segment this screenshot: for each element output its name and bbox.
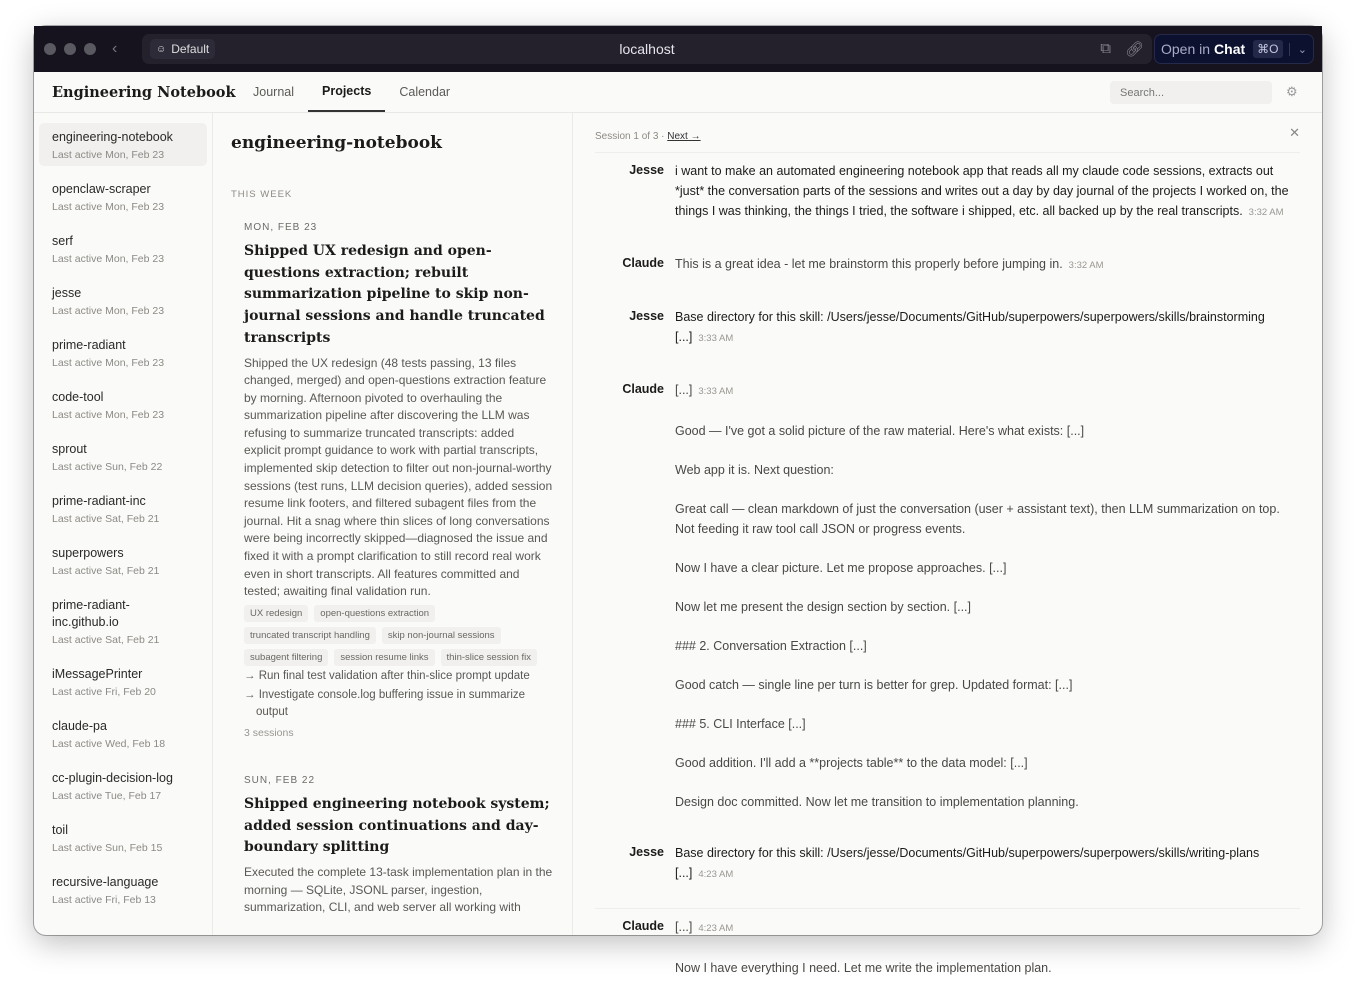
tag[interactable]: UX redesign <box>244 605 308 622</box>
entry-headline: Shipped UX redesign and open-questions extraction; rebuilt summarization pipeline to skip non-journal sessions and handle truncated transcripts <box>244 243 545 346</box>
speaker-label: Claude <box>622 256 664 270</box>
message <box>675 753 1300 773</box>
transcript-turn <box>595 299 1300 372</box>
profile-label: Default <box>171 42 210 56</box>
transcript-turn <box>595 372 1300 835</box>
message <box>675 597 1300 617</box>
tab-journal[interactable]: Journal <box>253 85 294 99</box>
timestamp: 3:33 AM <box>698 386 734 397</box>
transcript-turn <box>595 835 1300 908</box>
message <box>675 161 1300 223</box>
smiley-icon: ☺ <box>156 43 167 55</box>
open-in-label: Open in <box>1161 41 1211 57</box>
message <box>675 499 1300 539</box>
project-journal <box>213 113 573 935</box>
project-name: cc-plugin-decision-log <box>52 771 173 785</box>
sidebar-item-prime-radiant-inc[interactable] <box>39 487 207 530</box>
tab-calendar[interactable]: Calendar <box>399 85 451 99</box>
last-active-date: Last active Wed, Feb 18 <box>52 738 166 750</box>
message <box>675 714 1300 734</box>
last-active-date: Last active Sun, Feb 15 <box>52 842 163 854</box>
tag[interactable]: open-questions extraction <box>314 605 435 622</box>
profile-button[interactable] <box>150 39 215 59</box>
message-group <box>675 254 1300 295</box>
message-group <box>675 161 1300 242</box>
timestamp: 4:23 AM <box>698 923 734 934</box>
sidebar-item-prime-radiant[interactable] <box>39 331 207 374</box>
speaker-label: Claude <box>622 382 664 396</box>
chat-label: Chat <box>1214 41 1246 57</box>
open-question: → Investigate console.log buffering issue in summarize output <box>244 688 526 718</box>
last-active-date: Last active Fri, Feb 20 <box>52 686 156 698</box>
project-name: prime-radiant-inc.github.io <box>52 598 130 629</box>
project-name: jesse <box>52 286 82 300</box>
tag[interactable]: thin-slice session fix <box>441 649 537 666</box>
sidebar-item-openclaw-scraper[interactable] <box>39 175 207 218</box>
message-text: Great call — clean markdown of just the conversation (user + assistant text), then LLM summarization on top. Not feeding it raw tool call JSON or progress events. <box>675 502 1280 536</box>
chevron-down-icon[interactable]: ⌄ <box>1289 43 1307 56</box>
message-text: i want to make an automated engineering notebook app that reads all my claude code sessions, extracts out *just* the conversation parts of the sessions and writes out a day by day journal of the projects I worked on, the things I was thinking, the things I tried, the software i shipped, etc. all backed up by the real transcripts. <box>675 164 1289 218</box>
gear-icon[interactable]: ⚙ <box>1286 84 1298 99</box>
browser-window <box>34 26 1322 975</box>
message <box>675 307 1300 349</box>
project-name: iMessagePrinter <box>52 667 143 681</box>
project-name: openclaw-scraper <box>52 182 151 196</box>
message-group <box>675 307 1300 368</box>
message <box>675 460 1300 480</box>
sidebar-item-superpowers[interactable] <box>39 539 207 582</box>
project-name: prime-radiant <box>52 338 126 352</box>
message-text: This is a great idea - let me brainstorm this properly before jumping in. <box>675 257 1063 271</box>
message-text: [...] <box>675 383 693 397</box>
app-header <box>34 72 1322 113</box>
project-name: toil <box>52 823 68 837</box>
last-active-date: Last active Mon, Feb 23 <box>52 201 165 213</box>
message-text: ### 5. CLI Interface [...] <box>675 717 806 731</box>
message-group <box>675 917 1300 997</box>
last-active-date: Last active Sat, Feb 21 <box>52 513 160 525</box>
message-text: Now I have a clear picture. Let me propose approaches. [...] <box>675 561 1007 575</box>
transcript-turn <box>595 908 1300 1001</box>
minimize-window-button[interactable] <box>64 43 76 55</box>
last-active-date: Last active Sun, Feb 22 <box>52 461 163 473</box>
message <box>675 675 1300 695</box>
sidebar-item-imessageprinter[interactable] <box>39 660 207 703</box>
message <box>675 421 1300 441</box>
last-active-date: Last active Fri, Feb 13 <box>52 894 156 906</box>
project-name: claude-pa <box>52 719 107 733</box>
speaker-label: Jesse <box>629 309 664 323</box>
last-active-date: Last active Mon, Feb 23 <box>52 357 165 369</box>
project-list <box>34 113 213 935</box>
message <box>675 636 1300 656</box>
project-name: recursive-language <box>52 875 159 889</box>
message-text: Web app it is. Next question: <box>675 463 834 477</box>
sidebar-item-toil[interactable] <box>39 816 207 859</box>
project-name: prime-radiant-inc <box>52 494 146 508</box>
sidebar-item-code-tool[interactable] <box>39 383 207 426</box>
message <box>675 843 1300 885</box>
last-active-date: Last active Mon, Feb 23 <box>52 253 165 265</box>
journal-entry <box>231 222 554 739</box>
back-icon[interactable]: ‹ <box>112 40 118 57</box>
shortcut-badge: ⌘O <box>1253 40 1282 58</box>
message <box>675 958 1300 978</box>
message-text: [...] <box>675 920 693 934</box>
speaker-label: Jesse <box>629 163 664 177</box>
session-counter: Session 1 of 3 · <box>595 131 668 142</box>
entry-date: SUN, FEB 22 <box>244 774 316 786</box>
sidebar-item-cc-plugin-decision-log[interactable] <box>39 764 207 807</box>
address-bar[interactable] <box>142 34 1152 64</box>
timestamp: 3:32 AM <box>1068 260 1104 271</box>
tag-list <box>244 605 554 666</box>
session-nav <box>595 121 1300 153</box>
section-label: THIS WEEK <box>231 189 293 200</box>
url-text: localhost <box>619 41 675 57</box>
project-name: superpowers <box>52 546 124 560</box>
message <box>675 380 1300 402</box>
transcript-panel <box>573 113 1322 975</box>
sidebar-item-sprout[interactable] <box>39 435 207 478</box>
open-in-chat-button[interactable] <box>1154 34 1314 64</box>
sidebar-item-engineering-notebook[interactable] <box>39 123 207 166</box>
message-text: Good — I've got a solid picture of the raw material. Here's what exists: [...] <box>675 424 1085 438</box>
transcript-turn <box>595 246 1300 299</box>
speaker-label: Jesse <box>629 845 664 859</box>
message <box>675 792 1300 812</box>
app-title: Engineering Notebook <box>52 83 236 101</box>
timestamp: 4:23 AM <box>698 869 734 880</box>
message-group <box>675 380 1300 831</box>
message-text: Now I have everything I need. Let me write the implementation plan. <box>675 961 1052 975</box>
message-text: Good catch — single line per turn is better for grep. Updated format: [...] <box>675 678 1073 692</box>
open-question: → Run final test validation after thin-slice prompt update <box>244 669 530 682</box>
message <box>675 558 1300 578</box>
sidebar-item-jesse[interactable] <box>39 279 207 322</box>
timestamp: 3:32 AM <box>1248 207 1284 218</box>
journal-entry <box>231 775 554 917</box>
last-active-date: Last active Mon, Feb 23 <box>52 305 165 317</box>
next-session-link[interactable]: Next → <box>667 131 701 142</box>
project-title: engineering-notebook <box>231 133 442 153</box>
close-window-button[interactable] <box>44 43 56 55</box>
tag[interactable]: truncated transcript handling <box>244 627 376 644</box>
project-name: engineering-notebook <box>52 130 173 144</box>
timestamp: 3:33 AM <box>698 333 734 344</box>
sidebar-item-claude-pa[interactable] <box>39 712 207 755</box>
message-text: Base directory for this skill: /Users/jesse/Documents/GitHub/superpowers/superpowers/skills/writing-plans [...] <box>675 846 1260 880</box>
entry-summary: Shipped the UX redesign (48 tests passing, 13 files changed, merged) and open-questions extraction feature by morning. Afternoon pivoted to overhauling the summarization pipeline after discovering the LLM was refusing to summarize truncated transcripts: added explicit prompt guidance to work with partial transcripts, implemented skip detection to filter out non-journal-worthy sessions (test runs, LLM decision queries), added session resume link footers, and filtered subagent files from the journal. Hit a snag where thin slices of long conversations were being incorrectly skipped—diagnosed the issue and fixed it with a prompt clarification to still record real work even in short transcripts. All features committed and tested; awaiting final validation run. <box>244 355 553 599</box>
message <box>675 254 1300 276</box>
tab-projects[interactable]: Projects <box>308 72 385 112</box>
last-active-date: Last active Sat, Feb 21 <box>52 565 160 577</box>
message-group <box>675 843 1300 904</box>
message-text: Base directory for this skill: /Users/jesse/Documents/GitHub/superpowers/superpowers/skills/brainstorming [...] <box>675 310 1265 344</box>
last-active-date: Last active Sat, Feb 21 <box>52 634 160 646</box>
sidebar-item-recursive-language[interactable] <box>39 868 207 911</box>
maximize-window-button[interactable] <box>84 43 96 55</box>
last-active-date: Last active Mon, Feb 23 <box>52 409 165 421</box>
project-name: sprout <box>52 442 87 456</box>
last-active-date: Last active Tue, Feb 17 <box>52 790 162 802</box>
message-text: ### 2. Conversation Extraction [...] <box>675 639 867 653</box>
entry-date: MON, FEB 23 <box>244 222 318 233</box>
search-input[interactable] <box>1110 81 1272 104</box>
message <box>675 917 1300 939</box>
sidebar-item-serf[interactable] <box>39 227 207 270</box>
message-text: Now let me present the design section by section. [...] <box>675 600 971 614</box>
tag[interactable]: skip non-journal sessions <box>382 627 501 644</box>
session-count[interactable]: 3 sessions <box>244 726 294 739</box>
speaker-label: Claude <box>622 919 664 933</box>
title-bar <box>34 26 1322 72</box>
message-text: Design doc committed. Now let me transition to implementation planning. <box>675 795 1079 809</box>
message-text: Good addition. I'll add a **projects table** to the data model: [...] <box>675 756 1028 770</box>
last-active-date: Last active Mon, Feb 23 <box>52 149 165 161</box>
close-icon[interactable]: ✕ <box>1289 125 1300 140</box>
tag[interactable]: session resume links <box>334 649 434 666</box>
sidebar-item-prime-radiant-inc-github-io[interactable] <box>39 591 207 651</box>
entry-summary: Executed the complete 13-task implementation plan in the morning — SQLite, JSONL parser, ingestion, summarization, CLI, and web server all working with <box>244 864 553 915</box>
tag[interactable]: subagent filtering <box>244 649 328 666</box>
project-name: code-tool <box>52 390 104 404</box>
transcript-turn <box>595 153 1300 246</box>
extension-icon[interactable]: ⧉ <box>1100 40 1111 57</box>
project-name: serf <box>52 234 73 248</box>
entry-headline: Shipped engineering notebook system; added session continuations and day-boundary splitting <box>244 795 550 856</box>
link-icon[interactable]: 🔗︎ <box>1124 41 1144 58</box>
